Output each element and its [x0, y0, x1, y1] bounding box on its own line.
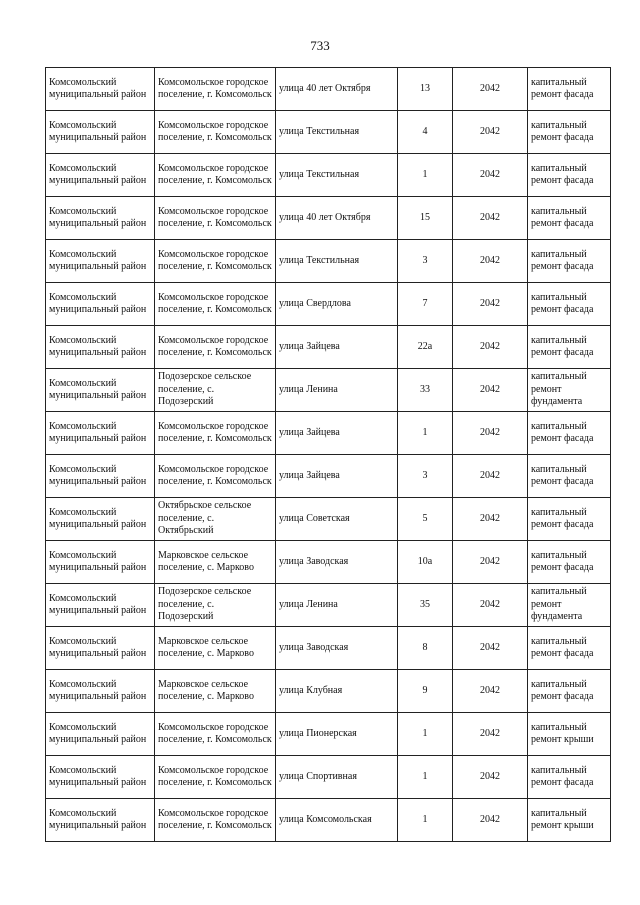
- table-row: [46, 283, 611, 326]
- house-number-cell: 33: [398, 369, 453, 412]
- year-cell: 2042: [453, 670, 528, 713]
- house-number-cell: 22а: [398, 326, 453, 369]
- table-row: [46, 713, 611, 756]
- year-cell: 2042: [453, 627, 528, 670]
- settlement-cell: Подозерское сельское поселение, с. Подозерский: [155, 369, 276, 412]
- settlement-cell: Марковское сельское поселение, с. Марково: [155, 541, 276, 584]
- street-cell: улица Клубная: [276, 670, 398, 713]
- year-cell: 2042: [453, 756, 528, 799]
- house-number-cell: 10а: [398, 541, 453, 584]
- settlement-cell: Комсомольское городское поселение, г. Комсомольск: [155, 756, 276, 799]
- year-cell: 2042: [453, 197, 528, 240]
- street-cell: улица Заводская: [276, 627, 398, 670]
- table-row: [46, 197, 611, 240]
- work-type-cell: капитальный ремонт фасада: [528, 154, 611, 197]
- table-row: [46, 68, 611, 111]
- district-cell: Комсомольский муниципальный район: [46, 197, 155, 240]
- house-number-cell: 1: [398, 412, 453, 455]
- street-cell: улица Советская: [276, 498, 398, 541]
- street-cell: улица Ленина: [276, 584, 398, 627]
- table-row: [46, 541, 611, 584]
- settlement-cell: Октябрьское сельское поселение, с. Октябрьский: [155, 498, 276, 541]
- street-cell: улица Свердлова: [276, 283, 398, 326]
- year-cell: 2042: [453, 369, 528, 412]
- district-cell: Комсомольский муниципальный район: [46, 369, 155, 412]
- settlement-cell: Комсомольское городское поселение, г. Комсомольск: [155, 326, 276, 369]
- district-cell: Комсомольский муниципальный район: [46, 326, 155, 369]
- street-cell: улица Ленина: [276, 369, 398, 412]
- table-row: [46, 240, 611, 283]
- work-type-cell: капитальный ремонт фасада: [528, 412, 611, 455]
- work-type-cell: капитальный ремонт фасада: [528, 197, 611, 240]
- settlement-cell: Комсомольское городское поселение, г. Комсомольск: [155, 713, 276, 756]
- settlement-cell: Комсомольское городское поселение, г. Комсомольск: [155, 799, 276, 842]
- work-type-cell: капитальный ремонт крыши: [528, 713, 611, 756]
- district-cell: Комсомольский муниципальный район: [46, 412, 155, 455]
- house-number-cell: 9: [398, 670, 453, 713]
- street-cell: улица Комсомольская: [276, 799, 398, 842]
- street-cell: улица Текстильная: [276, 240, 398, 283]
- year-cell: 2042: [453, 68, 528, 111]
- work-type-cell: капитальный ремонт фасада: [528, 627, 611, 670]
- street-cell: улица Зайцева: [276, 326, 398, 369]
- year-cell: 2042: [453, 326, 528, 369]
- year-cell: 2042: [453, 111, 528, 154]
- house-number-cell: 15: [398, 197, 453, 240]
- year-cell: 2042: [453, 154, 528, 197]
- register-table: [45, 67, 611, 842]
- work-type-cell: капитальный ремонт фасада: [528, 498, 611, 541]
- table-row: [46, 111, 611, 154]
- street-cell: улица Зайцева: [276, 455, 398, 498]
- house-number-cell: 7: [398, 283, 453, 326]
- street-cell: улица 40 лет Октября: [276, 197, 398, 240]
- district-cell: Комсомольский муниципальный район: [46, 670, 155, 713]
- house-number-cell: 1: [398, 799, 453, 842]
- work-type-cell: капитальный ремонт фундамента: [528, 584, 611, 627]
- house-number-cell: 5: [398, 498, 453, 541]
- settlement-cell: Комсомольское городское поселение, г. Комсомольск: [155, 111, 276, 154]
- settlement-cell: Комсомольское городское поселение, г. Комсомольск: [155, 283, 276, 326]
- work-type-cell: капитальный ремонт фасада: [528, 455, 611, 498]
- district-cell: Комсомольский муниципальный район: [46, 111, 155, 154]
- street-cell: улица Зайцева: [276, 412, 398, 455]
- settlement-cell: Комсомольское городское поселение, г. Комсомольск: [155, 240, 276, 283]
- table-row: [46, 627, 611, 670]
- house-number-cell: 13: [398, 68, 453, 111]
- settlement-cell: Комсомольское городское поселение, г. Комсомольск: [155, 68, 276, 111]
- table-row: [46, 584, 611, 627]
- district-cell: Комсомольский муниципальный район: [46, 713, 155, 756]
- table-row: [46, 455, 611, 498]
- work-type-cell: капитальный ремонт крыши: [528, 799, 611, 842]
- district-cell: Комсомольский муниципальный район: [46, 154, 155, 197]
- year-cell: 2042: [453, 455, 528, 498]
- table-row: [46, 799, 611, 842]
- district-cell: Комсомольский муниципальный район: [46, 498, 155, 541]
- year-cell: 2042: [453, 799, 528, 842]
- street-cell: улица 40 лет Октября: [276, 68, 398, 111]
- year-cell: 2042: [453, 584, 528, 627]
- table-row: [46, 154, 611, 197]
- district-cell: Комсомольский муниципальный район: [46, 799, 155, 842]
- work-type-cell: капитальный ремонт фасада: [528, 756, 611, 799]
- year-cell: 2042: [453, 713, 528, 756]
- table-row: [46, 498, 611, 541]
- work-type-cell: капитальный ремонт фасада: [528, 326, 611, 369]
- work-type-cell: капитальный ремонт фасада: [528, 670, 611, 713]
- table-row: [46, 756, 611, 799]
- street-cell: улица Пионерская: [276, 713, 398, 756]
- work-type-cell: капитальный ремонт фасада: [528, 68, 611, 111]
- district-cell: Комсомольский муниципальный район: [46, 541, 155, 584]
- settlement-cell: Марковское сельское поселение, с. Марково: [155, 627, 276, 670]
- district-cell: Комсомольский муниципальный район: [46, 584, 155, 627]
- work-type-cell: капитальный ремонт фасада: [528, 541, 611, 584]
- house-number-cell: 35: [398, 584, 453, 627]
- house-number-cell: 1: [398, 756, 453, 799]
- year-cell: 2042: [453, 240, 528, 283]
- settlement-cell: Марковское сельское поселение, с. Марково: [155, 670, 276, 713]
- district-cell: Комсомольский муниципальный район: [46, 756, 155, 799]
- house-number-cell: 3: [398, 240, 453, 283]
- district-cell: Комсомольский муниципальный район: [46, 455, 155, 498]
- register-body: [46, 68, 611, 842]
- house-number-cell: 1: [398, 154, 453, 197]
- house-number-cell: 3: [398, 455, 453, 498]
- district-cell: Комсомольский муниципальный район: [46, 283, 155, 326]
- settlement-cell: Подозерское сельское поселение, с. Подозерский: [155, 584, 276, 627]
- district-cell: Комсомольский муниципальный район: [46, 68, 155, 111]
- table-row: [46, 326, 611, 369]
- work-type-cell: капитальный ремонт фасада: [528, 283, 611, 326]
- table-row: [46, 670, 611, 713]
- year-cell: 2042: [453, 498, 528, 541]
- house-number-cell: 4: [398, 111, 453, 154]
- settlement-cell: Комсомольское городское поселение, г. Комсомольск: [155, 412, 276, 455]
- year-cell: 2042: [453, 412, 528, 455]
- street-cell: улица Текстильная: [276, 111, 398, 154]
- work-type-cell: капитальный ремонт фасада: [528, 240, 611, 283]
- table-row: [46, 412, 611, 455]
- settlement-cell: Комсомольское городское поселение, г. Комсомольск: [155, 197, 276, 240]
- table-row: [46, 369, 611, 412]
- house-number-cell: 1: [398, 713, 453, 756]
- year-cell: 2042: [453, 541, 528, 584]
- work-type-cell: капитальный ремонт фасада: [528, 111, 611, 154]
- house-number-cell: 8: [398, 627, 453, 670]
- street-cell: улица Заводская: [276, 541, 398, 584]
- year-cell: 2042: [453, 283, 528, 326]
- page-number: 733: [310, 38, 330, 53]
- district-cell: Комсомольский муниципальный район: [46, 627, 155, 670]
- street-cell: улица Спортивная: [276, 756, 398, 799]
- settlement-cell: Комсомольское городское поселение, г. Комсомольск: [155, 455, 276, 498]
- work-type-cell: капитальный ремонт фундамента: [528, 369, 611, 412]
- district-cell: Комсомольский муниципальный район: [46, 240, 155, 283]
- street-cell: улица Текстильная: [276, 154, 398, 197]
- settlement-cell: Комсомольское городское поселение, г. Комсомольск: [155, 154, 276, 197]
